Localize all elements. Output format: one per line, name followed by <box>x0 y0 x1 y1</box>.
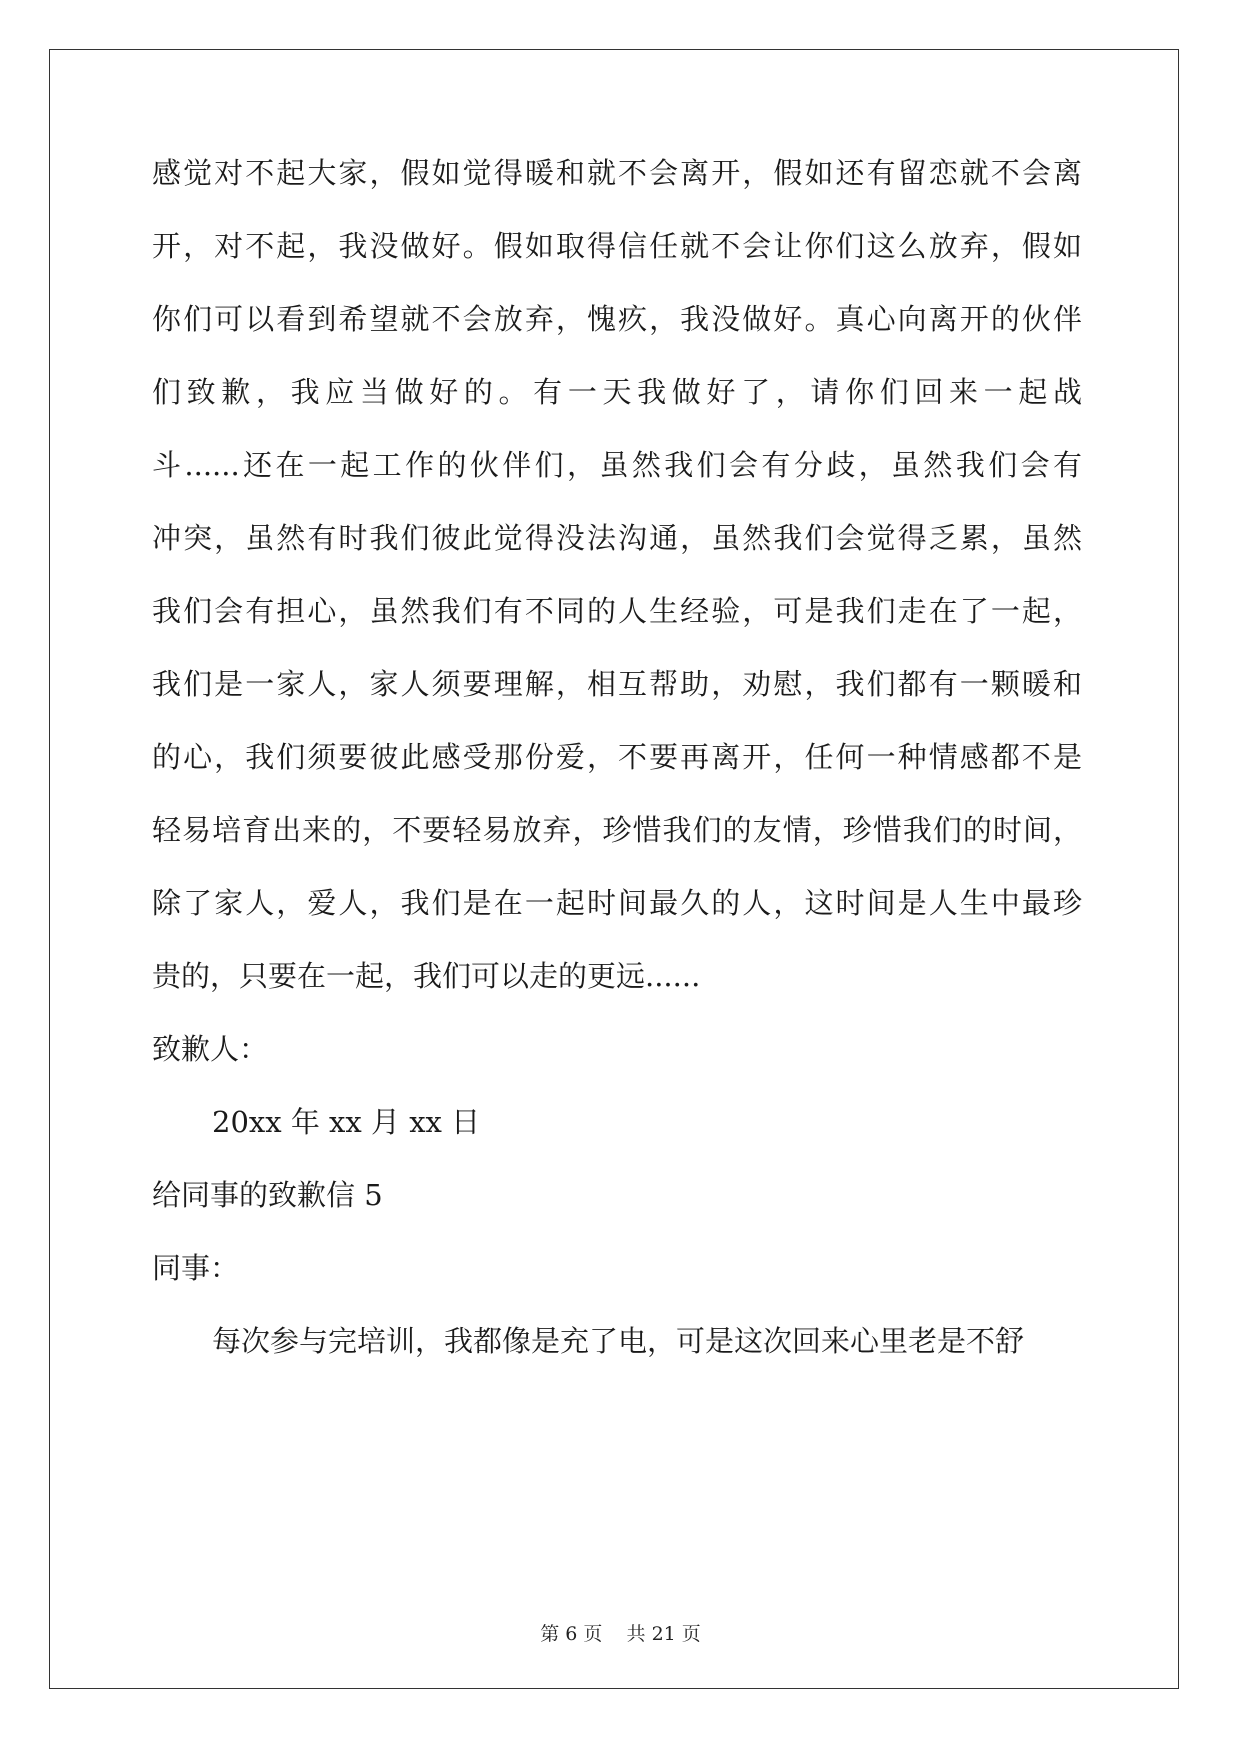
text-line: 感觉对不起大家，假如觉得暖和就不会离开，假如还有留恋就不会离 <box>152 156 1082 190</box>
text-line: 每次参与完培训，我都像是充了电，可是这次回来心里老是不舒 <box>212 1324 1025 1358</box>
salutation: 同事： <box>152 1251 240 1285</box>
text-line: 贵的，只要在一起，我们可以走的更远...... <box>152 959 701 993</box>
signature-label: 致歉人： <box>152 1032 269 1066</box>
text-line: 斗......还在一起工作的伙伴们，虽然我们会有分歧，虽然我们会有 <box>152 448 1082 482</box>
text-line: 我们是一家人，家人须要理解，相互帮助，劝慰，我们都有一颗暖和 <box>152 667 1082 701</box>
text-line: 们致歉，我应当做好的。有一天我做好了，请你们回来一起战 <box>152 375 1082 409</box>
section-heading: 给同事的致歉信 5 <box>152 1178 383 1212</box>
page-border <box>49 49 1179 1689</box>
text-line: 开，对不起，我没做好。假如取得信任就不会让你们这么放弃，假如 <box>152 229 1082 263</box>
text-line: 除了家人，爱人，我们是在一起时间最久的人，这时间是人生中最珍 <box>152 886 1082 920</box>
text-line: 你们可以看到希望就不会放弃，愧疚，我没做好。真心向离开的伙伴 <box>152 302 1082 336</box>
page-number: 第 6 页 <box>540 1623 603 1645</box>
text-line: 冲突，虽然有时我们彼此觉得没法沟通，虽然我们会觉得乏累，虽然 <box>152 521 1082 555</box>
page-footer <box>0 1622 1241 1646</box>
text-line: 的心，我们须要彼此感受那份爱，不要再离开，任何一种情感都不是 <box>152 740 1082 774</box>
text-line: 我们会有担心，虽然我们有不同的人生经验，可是我们走在了一起， <box>152 594 1082 628</box>
date-line: 20xx 年 xx 月 xx 日 <box>212 1105 481 1139</box>
text-line: 轻易培育出来的，不要轻易放弃，珍惜我们的友情，珍惜我们的时间， <box>152 813 1082 847</box>
page-total: 共 21 页 <box>626 1623 701 1645</box>
